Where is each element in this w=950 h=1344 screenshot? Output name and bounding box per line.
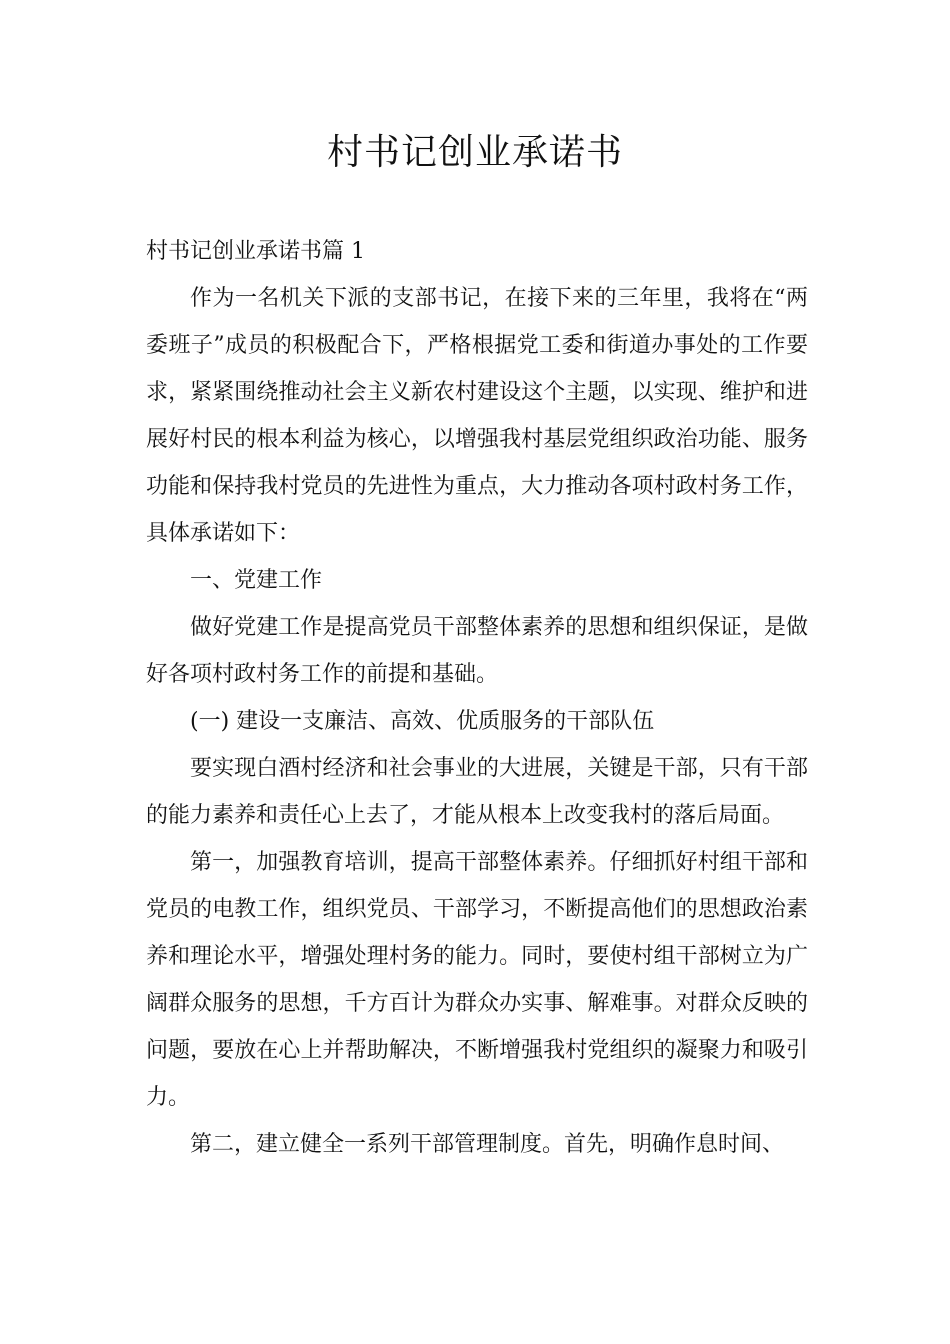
section-heading-party-building: 一、党建工作 bbox=[190, 568, 323, 593]
body-paragraph-first-point: 第一，加强教育培训，提高干部整体素养。仔细抓好村组干部和党员的电教工作，组织党员、干部学习，不断提高他们的思想政治素养和理论水平，增强处理村务的能力。同时，要使村组干部树立为广阔群众服务的思想，千方百计为群众办实事、解难事。对群众反映的问题，要放在心上并帮助解决，不断增强我村党组织的凝聚力和吸引力。 bbox=[146, 850, 808, 1110]
subsection-heading-cadre-team: (一) 建设一支廉洁、高效、优质服务的干部队伍 bbox=[190, 709, 655, 734]
body-paragraph-cadre-key: 要实现白酒村经济和社会事业的大进展，关键是干部，只有干部的能力素养和责任心上去了，才能从根本上改变我村的落后局面。 bbox=[146, 756, 808, 828]
document-body bbox=[146, 228, 808, 1168]
body-paragraph-second-point: 第二，建立健全一系列干部管理制度。首先，明确作息时间、 bbox=[190, 1132, 785, 1157]
body-paragraph-intro: 作为一名机关下派的支部书记，在接下来的三年里，我将在“两委班子”成员的积极配合下，严格根据党工委和街道办事处的工作要求，紧紧围绕推动社会主义新农村建设这个主题，以实现、维护和进展好村民的根本利益为核心，以增强我村基层党组织政治功能、服务功能和保持我村党员的先进性为重点，大力推动各项村政村务工作，具体承诺如下： bbox=[146, 286, 808, 546]
body-paragraph-party-building: 做好党建工作是提高党员干部整体素养的思想和组织保证，是做好各项村政村务工作的前提和基础。 bbox=[146, 615, 808, 687]
document-title: 村书记创业承诺书 bbox=[326, 132, 623, 173]
document-subtitle: 村书记创业承诺书篇 1 bbox=[146, 239, 365, 264]
